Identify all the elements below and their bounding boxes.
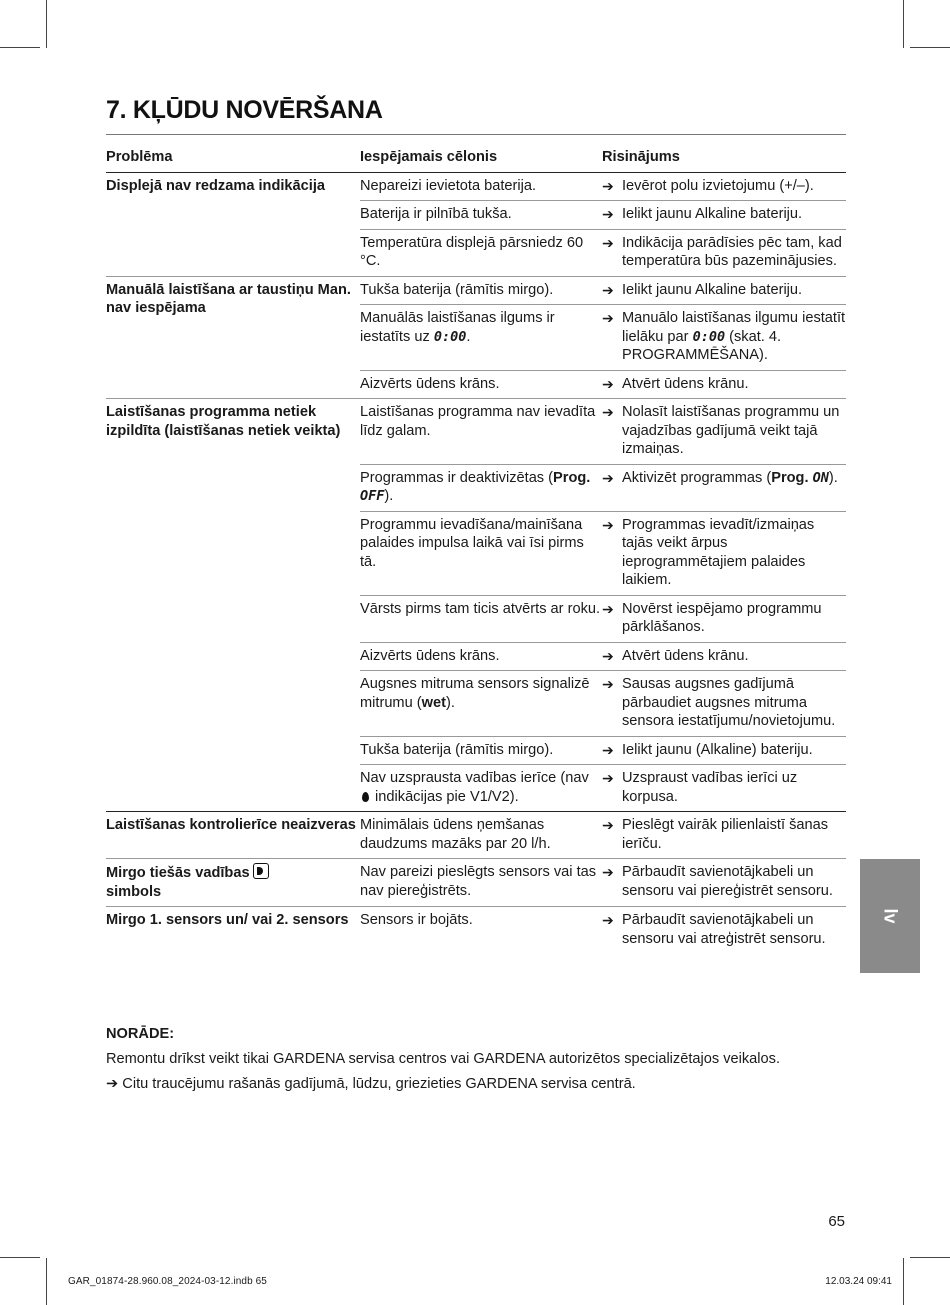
crop-mark [903,1258,904,1305]
arrow-icon: ➔ [602,864,614,880]
note-bullet: ➔ Citu traucējumu rašanās gadījumā, lūdzu, griezieties GARDENA servisa centrā. [106,1076,636,1092]
cause-cell: Programmas ir deaktivizētas (Prog. OFF). [360,464,602,511]
column-header-cause: Iespējamais cēlonis [360,146,602,172]
solution-cell: ➔ Aktivizēt programmas (Prog. ON). [602,464,846,511]
cause-cell: Temperatūra displejā pārsniedz 60 °C. [360,234,584,269]
cause-cell: Baterija ir pilnībā tukša. [360,201,602,230]
cause-cell: Tukša baterija (rāmītis mirgo). [360,276,602,305]
solution-cell: ➔ Uzspraust vadības ierīci uz korpusa. [602,770,798,805]
arrow-icon: ➔ [602,516,614,533]
table-row [106,276,846,305]
cause-cell: Programmu ievadīšana/mainīšana palaides impulsa laikā vai īsi pirms tā. [360,511,602,595]
cause-cell: Vārsts pirms tam ticis atvērts ar roku. [360,595,602,642]
arrow-icon: ➔ [602,912,614,928]
cause-cell: Laistīšanas programma nav ievadīta līdz galam. [360,399,602,465]
problem-cell: Mirgo 1. sensors un/ vai 2. sensors [106,907,360,954]
arrow-icon: ➔ [602,676,614,692]
solution-cell: ➔ Indikācija parādīsies pēc tam, kad temperatūra būs pazeminājusies. [602,234,842,269]
water-drop-icon [362,792,369,802]
crop-mark [910,47,950,48]
cause-cell: Sensors ir bojāts. [360,907,602,954]
arrow-icon: ➔ [602,310,614,326]
lcd-value: OFF [360,488,385,504]
language-tab [860,859,920,973]
title-divider [106,134,846,135]
footer-timestamp: 12.03.24 09:41 [825,1276,892,1287]
arrow-icon: ➔ [602,234,614,251]
crop-mark [910,1257,950,1258]
problem-cell: Laistīšanas programma netiek izpildīta (laistīšanas netiek veikta) [106,399,360,812]
crop-mark [903,0,904,48]
solution-cell: ➔ Atvērt ūdens krānu. [602,375,749,392]
arrow-icon: ➔ [602,469,614,486]
note-title: NORĀDE: [106,1026,175,1042]
crop-mark [0,47,40,48]
solution-cell: ➔ Programmas ievadīt/izmaiņas tajās veikt ārpus ieprogrammētajiem palaides laikiem. [602,511,846,595]
arrow-icon: ➔ [602,281,614,298]
cause-cell: Nav uzspraustа vadības ierīce (nav indikācijas pie V1/V2). [360,770,589,805]
solution-cell: ➔ Novērst iespējamo programmu pārklāšanos. [602,595,846,642]
arrow-icon: ➔ [602,404,614,420]
lcd-value: 0:00 [692,328,726,345]
cause-cell: Minimālais ūdens ņemšanas daudzums mazāks par 20 l/h. [360,812,602,859]
solution-cell: ➔ Ielikt jaunu (Alkaline) bateriju. [602,736,846,765]
note-block [106,1022,866,1097]
crop-mark [46,1258,47,1305]
column-header-problem: Problēma [106,146,360,172]
solution-cell: ➔ Pārbaudīt savienotājkabeli un sensoru vai atreģistrēt sensoru. [602,907,846,954]
troubleshooting-table [106,146,846,953]
crop-mark [46,0,47,48]
table-row [106,172,846,201]
problem-cell: Displejā nav redzama indikācija [106,177,326,194]
cause-cell: Tukša baterija (rāmītis mirgo). [360,736,602,765]
cause-cell: Nav pareizi pieslēgts sensors vai tas nav piereģistrēts. [360,859,602,907]
solution-cell: ➔ Ielikt jaunu Alkaline bateriju. [602,201,846,230]
language-label: lv [880,908,901,924]
cause-cell: Nepareizi ievietota baterija. [360,172,602,201]
arrow-icon: ➔ [602,817,614,833]
lcd-value: ON [812,469,829,486]
problem-cell: Laistīšanas kontrolierīce neaizveras [106,812,360,859]
solution-cell: ➔ Manuālo laistīšanas ilgumu iestatīt lielāku par 0:00 (skat. 4. PROGRAMMĒŠANA). [602,305,846,371]
footer-file-info: GAR_01874-28.960.08_2024-03-12.indb 65 [68,1276,267,1287]
solution-cell: ➔ Pārbaudīt savienotājkabeli un sensoru vai piereģistrēt sensoru. [602,859,846,907]
arrow-icon: ➔ [602,647,614,664]
table-row [106,399,846,465]
page-title: 7. KĻŪDU NOVĒRŠANA [106,96,383,124]
column-header-solution: Risinājums [602,146,846,172]
solution-cell: ➔ Atvērt ūdens krānu. [602,642,846,671]
table-row [106,907,846,954]
cause-cell: Manuālās laistīšanas ilgums ir iestatīts uz 0:00. [360,305,602,371]
arrow-icon: ➔ [106,1076,119,1092]
note-text: Remontu drīkst veikt tikai GARDENA servisa centros vai GARDENA autorizētos specializētajos veikalos. [106,1051,780,1067]
lcd-value: 0:00 [433,328,467,345]
cause-cell: Aizvērts ūdens krāns. [360,642,602,671]
cause-cell: Aizvērts ūdens krāns. [360,375,500,392]
arrow-icon: ➔ [602,600,614,617]
arrow-icon: ➔ [602,177,614,194]
solution-cell: ➔ Ielikt jaunu Alkaline bateriju. [602,276,846,305]
problem-cell: Manuālā laistīšana ar taustiņu Man. nav iespējama [106,276,360,399]
arrow-icon: ➔ [602,770,614,786]
table-row [106,859,846,907]
arrow-icon: ➔ [602,375,614,392]
solution-cell: ➔ Sausas augsnes gadījumā pārbaudiet augsnes mitruma sensora iestatījumu/novietojumu. [602,671,846,737]
table-row [106,812,846,859]
direct-control-symbol-icon [253,863,269,879]
solution-cell: ➔ Nolasīt laistīšanas programmu un vajadzības gadījumā veikt tajā izmaiņas. [602,399,846,465]
arrow-icon: ➔ [602,741,614,758]
solution-cell: ➔ Ievērot polu izvietojumu (+/–). [602,172,846,201]
arrow-icon: ➔ [602,206,614,222]
solution-cell: ➔ Pieslēgt vairāk pilienlaistī šanas ierīču. [602,812,846,859]
crop-mark [0,1257,40,1258]
page-number: 65 [828,1213,845,1230]
cause-cell: Augsnes mitruma sensors signalizē mitrumu (wet). [360,671,602,737]
problem-cell: Mirgo tiešās vadības simbols [106,859,360,907]
